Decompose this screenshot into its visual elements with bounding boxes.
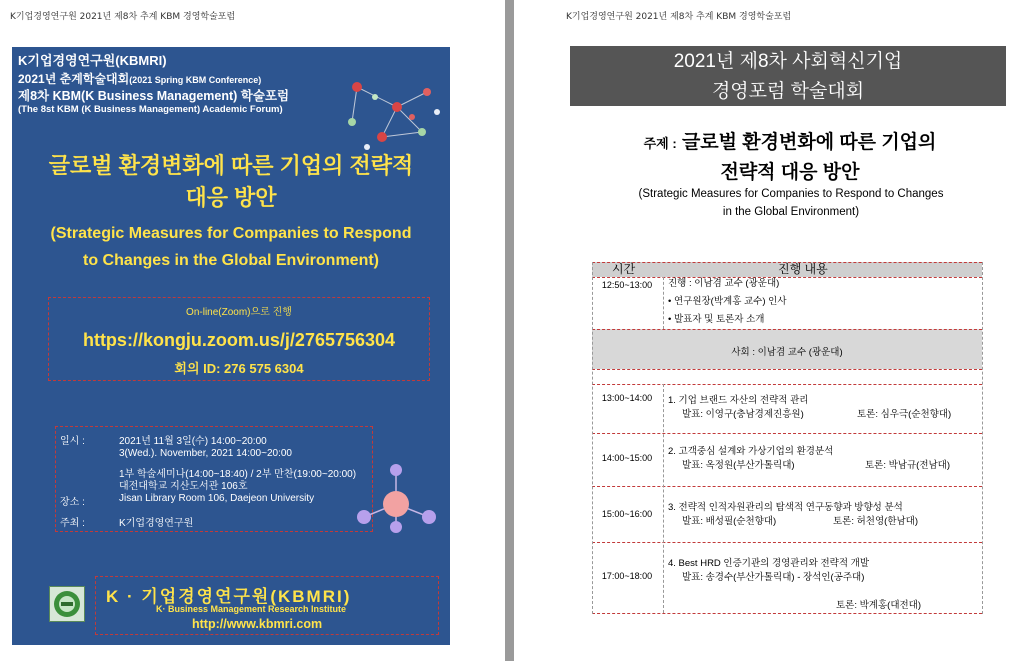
session-discussant: 토론: 심우극(순천향대): [857, 409, 952, 420]
host-label: 주최 :: [60, 518, 85, 529]
session-presenter: 발표: 이영구(충남경제진흥원): [682, 409, 804, 420]
col-time-header: 시간: [612, 262, 636, 276]
logo-emblem-icon: [50, 587, 84, 621]
conf-line1-ko: 2021년 춘계학술대회: [18, 72, 130, 86]
session-time: 13:00~14:00: [601, 393, 653, 403]
molecule-decoration-icon: [337, 67, 447, 157]
poster-org-title: K기업경영연구원(KBMRI): [18, 53, 167, 68]
topic-label: 주제 :: [643, 136, 677, 151]
session-discussant: 토론: 박남규(전남대): [865, 460, 951, 471]
venue-label: 장소 :: [60, 497, 85, 508]
session-discussant: 토론: 박계홍(대전대): [836, 600, 922, 611]
program-table: [592, 262, 982, 614]
poster-title-ko: [12, 150, 450, 214]
session-time: 15:00~16:00: [601, 509, 653, 519]
kbmri-logo: [49, 586, 85, 622]
poster-title-en-line1: (Strategic Measures for Companies to Respond: [50, 225, 412, 242]
zoom-link[interactable]: https://kongju.zoom.us/j/2765756304: [82, 330, 396, 350]
topic-en-line2: in the Global Environment): [722, 206, 860, 218]
poster-title-ko-line2: 대응 방안: [185, 185, 277, 210]
right-page: [514, 0, 1014, 661]
meeting-id: 회의 ID: 276 575 6304: [174, 361, 304, 376]
poster-forum-line-en: (The 8st KBM (K Business Management) Academic Forum): [18, 104, 283, 115]
poster-org-name: K · 기업경영연구원(KBMRI): [106, 587, 352, 606]
col-content-header: 진행 내용: [778, 262, 828, 276]
moderator-text: 사회 : 이남겸 교수 (광운대): [731, 347, 843, 358]
event-banner: [570, 46, 1006, 106]
venue-ko: 대전대학교 지산도서관 106호: [119, 481, 248, 492]
poster-title-ko-line1: 글로벌 환경변화에 따른 기업의 전략적: [48, 153, 414, 178]
opening-greeting: • 연구원장(박계홍 교수) 인사: [668, 296, 787, 307]
left-page: [0, 0, 505, 661]
zoom-info-box: [48, 297, 430, 381]
venue-en: Jisan Library Room 106, Daejeon University: [119, 493, 315, 504]
running-header: K기업경영연구원 2021년 제8차 추계 KBM 경영학술포럼: [566, 12, 792, 22]
schedule-parts: 1부 학술세미나(14:00~18:40) / 2부 만찬(19:00~20:00): [119, 469, 357, 480]
session-presenter: 발표: 배성필(순천향대): [682, 516, 777, 527]
poster-org-en: K· Business Management Research Institute: [156, 604, 347, 614]
opening-host: 진행 : 이남겸 교수 (광운대): [668, 278, 780, 289]
host-name: K기업경영연구원: [119, 518, 194, 529]
topic-line1: [590, 128, 990, 158]
session-title: 3. 전략적 인적자원관리의 탐색적 연구동향과 방향성 분석: [668, 502, 903, 513]
running-header: K기업경영연구원 2021년 제8차 추계 KBM 경영학술포럼: [10, 12, 236, 22]
zoom-note: On-line(Zoom)으로 진행: [186, 307, 292, 318]
opening-time: 12:50~13:00: [601, 280, 653, 290]
session-title: 1. 기업 브랜드 자산의 전략적 관리: [668, 395, 809, 406]
poster-conference-line: [18, 70, 261, 87]
session-title: 2. 고객중심 설계와 가상기업의 환경분석: [668, 446, 834, 457]
poster-title-en: [12, 220, 450, 274]
date-ko: 2021년 11월 3일(수) 14:00~20:00: [119, 436, 267, 447]
session-discussant: 토론: 허천영(한남대): [833, 516, 919, 527]
date-en: 3(Wed.). November, 2021 14:00~20:00: [119, 448, 292, 459]
molecule-decoration-icon: [354, 462, 444, 537]
topic-en: [586, 185, 996, 221]
org-website-link[interactable]: http://www.kbmri.com: [192, 617, 323, 631]
poster-title-en-line2: to Changes in the Global Environment): [82, 252, 379, 269]
topic-line2: 전략적 대응 방안: [720, 162, 860, 183]
session-time: 14:00~15:00: [601, 453, 653, 463]
session-presenter: 발표: 송경수(부산가톨릭대) - 장석인(공주대): [682, 572, 865, 583]
conf-line1-en: (2021 Spring KBM Conference): [129, 75, 262, 85]
table-header: [592, 262, 982, 277]
poster-forum-line: 제8차 KBM(K Business Management) 학술포럼: [18, 89, 290, 103]
opening-intro: • 발표자 및 토론자 소개: [668, 314, 765, 325]
banner-line2: 경영포럼 학술대회: [711, 81, 865, 102]
topic-en-line1: (Strategic Measures for Companies to Respond to Changes: [638, 188, 944, 200]
session-time: 17:00~18:00: [601, 571, 653, 581]
banner-line1: 2021년 제8차 사회혁신기업: [673, 51, 903, 72]
event-poster: [12, 47, 450, 645]
topic-block: [590, 128, 990, 187]
session-presenter: 발표: 옥정원(부산가톨릭대): [682, 460, 795, 471]
topic-text1: 글로벌 환경변화에 따른 기업의: [681, 132, 937, 153]
date-label: 일시 :: [60, 436, 85, 447]
session-title: 4. Best HRD 인증기관의 경영관리와 전략적 개발: [668, 558, 870, 569]
